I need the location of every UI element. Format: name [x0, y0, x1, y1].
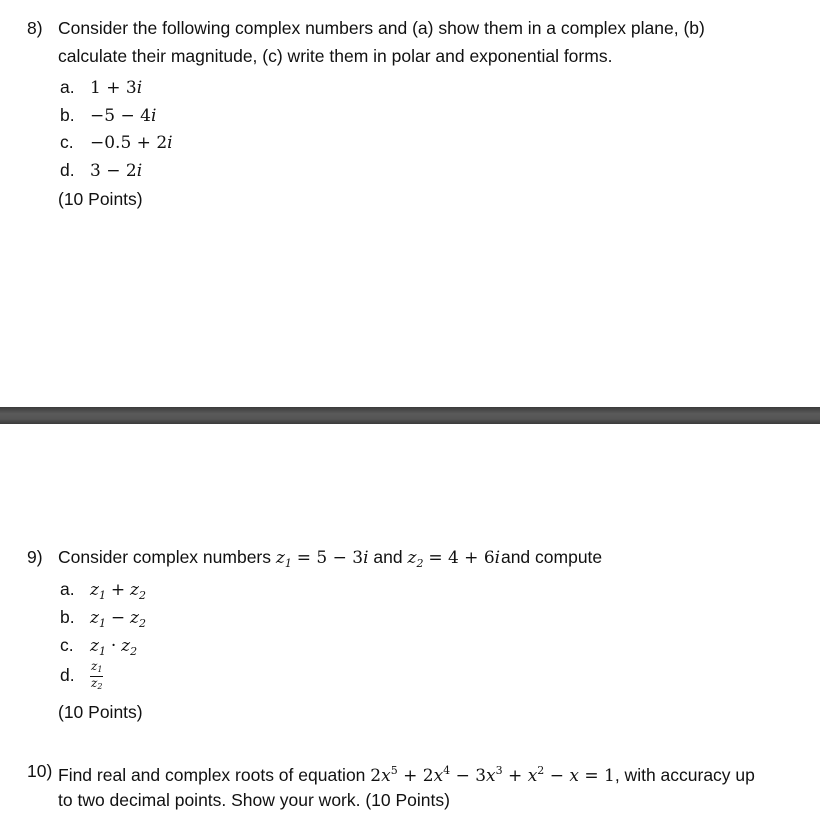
q8-item-d-label: d.: [60, 160, 75, 180]
q8-item-d: d. 3 − 2i: [60, 160, 143, 181]
q9-and: and: [373, 547, 403, 567]
q8-item-c-label: c.: [60, 132, 74, 152]
q9-item-d-label: d.: [60, 665, 75, 686]
q9-item-d: [60, 660, 103, 693]
q9-item-b: b. $z_1 - z_2$: [60, 607, 146, 630]
q8-item-a-label: a.: [60, 77, 75, 97]
q8-item-b-label: b.: [60, 105, 75, 125]
q10-text-line2: to two decimal points. Show your work. (10 Points): [58, 790, 450, 810]
q8-item-c: c. −0.5 + 2i: [60, 132, 173, 153]
q8-text-line2: calculate their magnitude, (c) write them in polar and exponential forms.: [58, 46, 613, 66]
q8-item-a: a. 1 + 3i: [60, 77, 143, 98]
q8-text-line1: Consider the following complex numbers and (a) show them in a complex plane, (b): [58, 18, 705, 38]
q8-item-b: b. −5 − 4i: [60, 105, 157, 126]
q9-item-b-label: b.: [60, 607, 75, 627]
q9-intro: Consider complex numbers: [58, 547, 272, 567]
q9-item-a: a. $z_1 + z_2$: [60, 579, 146, 602]
q9-item-c: c. $z_1 \cdot z_2$: [60, 635, 138, 658]
q8-points: (10 Points): [58, 189, 143, 209]
q9-compute: and compute: [500, 547, 603, 567]
q9-number: 9): [27, 547, 43, 567]
q8-number: 8): [27, 18, 43, 38]
q9-text: Consider complex numbers $z_1 = 5 - 3i$ and $z_2 = 4 + 6i$ and compute: [58, 547, 603, 570]
page-divider: [0, 407, 820, 424]
q10-prefix: Find real and complex roots of equation: [58, 765, 366, 785]
q10-text-line1: Find real and complex roots of equation $2x^5 + 2x^4 - 3x^3 + x^2 - x = 1$, with accuracy up: [58, 764, 755, 786]
q10-suffix: , with accuracy up: [614, 765, 755, 785]
q9-fraction: $\frac{z1}{z2}$: [91, 659, 103, 691]
q10-number: 10): [27, 761, 53, 781]
q9-item-c-label: c.: [60, 635, 74, 655]
q9-item-a-label: a.: [60, 579, 75, 599]
q9-points: (10 Points): [58, 702, 143, 722]
